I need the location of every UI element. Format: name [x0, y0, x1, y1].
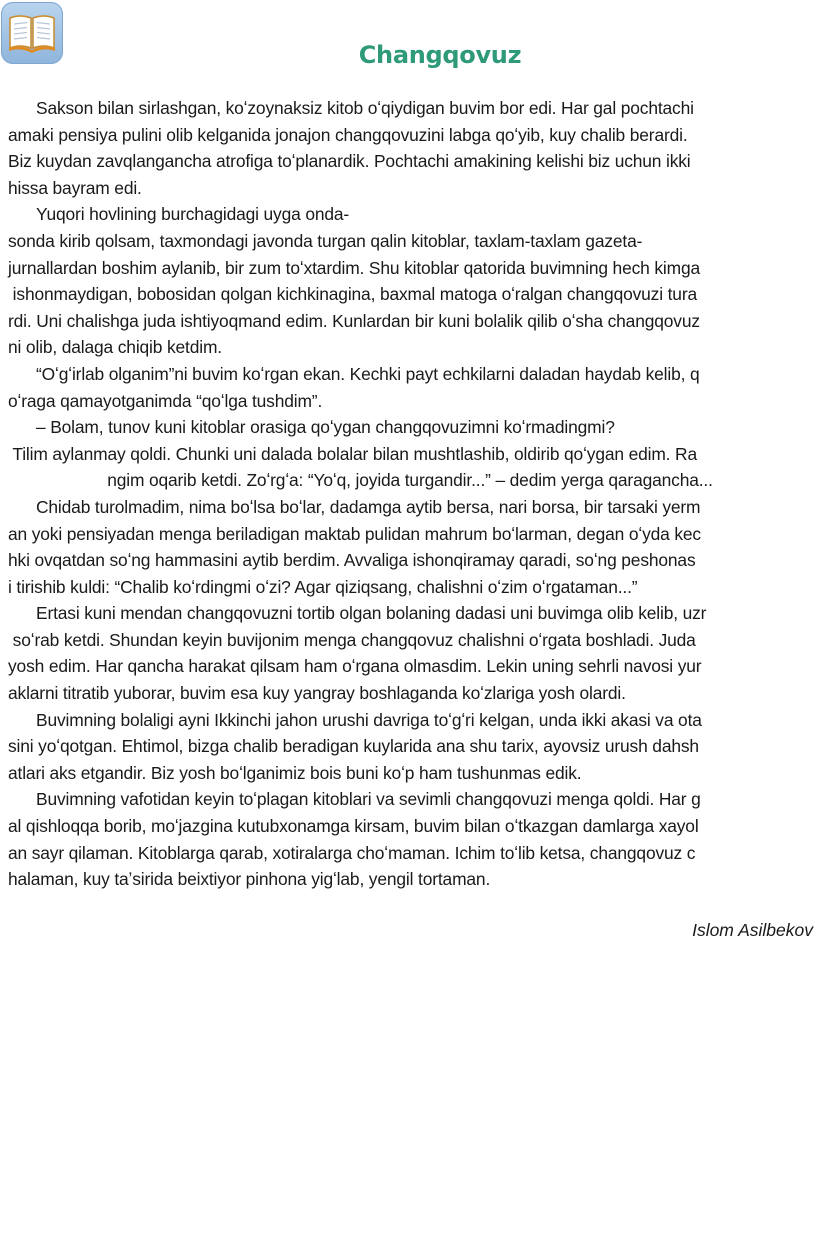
author-name: Islom Asilbekov: [692, 920, 813, 940]
paragraph-line: al qishloqqa borib, moʻjazgina kutubxonamga kirsam, buvim bilan oʻtkazgan damlarga xayol: [8, 816, 699, 837]
paragraph-line: Yuqori hovlining burchagidagi uyga onda-: [36, 204, 350, 225]
paragraph-line: Buvimning vafotidan keyin toʻplagan kitoblari va sevimli changqovuzi menga qoldi. Har g: [36, 789, 701, 810]
paragraph-line: yosh edim. Har qancha harakat qilsam ham oʻrgana olmasdim. Lekin uning sehrli navosi yur: [8, 656, 702, 677]
page-title: Changqovuz: [358, 41, 522, 69]
paragraph-line: “Oʻgʻirlab olganim”ni buvim koʻrgan ekan. Kechki payt echkilarni daladan haydab kelib, q: [36, 363, 700, 384]
paragraph-line: aklarni titratib yuborar, buvim esa kuy yangray boshlaganda koʻzlariga yosh olardi.: [8, 683, 626, 704]
paragraph-line: hissa bayram edi.: [8, 177, 142, 198]
paragraph-line: ni olib, dalaga chiqib ketdim.: [8, 337, 222, 358]
paragraph-line: amaki pensiya pulini olib kelganida jonajon changqovuzini labga qoʻyib, kuy chalib berardi.: [8, 124, 688, 145]
paragraph-line: Chidab turolmadim, nima boʻlsa boʻlar, dadamga aytib bersa, nari borsa, bir tarsaki yerm: [36, 496, 701, 517]
paragraph-line: rdi. Uni chalishga juda ishtiyoqmand edim. Kunlardan bir kuni bolalik qilib oʻsha changqovuz: [8, 310, 700, 331]
paragraph-line: jurnallardan boshim aylanib, bir zum toʻxtardim. Shu kitoblar qatorida buvimning hech kimga: [8, 257, 700, 278]
paragraph-line: an sayr qilaman. Kitoblarga qarab, xotiralarga choʻmaman. Ichim toʻlib ketsa, changqovuz c: [8, 842, 696, 863]
paragraph-line: Tilim aylanmay qoldi. Chunki uni dalada bolalar bilan mushtlashib, oldirib qoʻygan edim. Ra: [8, 443, 697, 464]
paragraph-line: sonda kirib qolsam, taxmondagi javonda turgan qalin kitoblar, taxlam-taxlam gazeta-: [8, 230, 643, 251]
paragraph-line: Biz kuydan zavqlangancha atrofiga toʻplanardik. Pochtachi amakining kelishi biz uchun ikki: [8, 151, 691, 172]
paragraph-line: atlari aks etgandir. Biz yosh boʻlganimiz bois buni koʻp ham tushunmas edik.: [8, 762, 582, 783]
paragraph-line: oʻraga qamayotganimda “qoʻlga tushdim”.: [8, 390, 323, 411]
paragraph-line: soʻrab ketdi. Shundan keyin buvijonim menga changqovuz chalishni oʻrgata boshladi. Juda: [8, 629, 696, 650]
paragraph-line: Sakson bilan sirlashgan, koʻzoynaksiz kitob oʻqiydigan buvim bor edi. Har gal pochtachi: [36, 98, 694, 118]
paragraph-line: halaman, kuy taʼsirida beixtiyor pinhona yigʻlab, yengil tortaman.: [8, 869, 491, 890]
story-text: [8, 95, 812, 893]
paragraph-line: ishonmaydigan, bobosidan qolgan kichkinagina, baxmal matoga oʻralgan changqovuzi tura: [8, 284, 697, 305]
paragraph-line: sini yoʻqotgan. Ehtimol, bizga chalib beradigan kuylarida ana shu tarix, ayovsiz urush dahsh: [8, 736, 699, 757]
paragraph-line: Buvimning bolaligi ayni Ikkinchi jahon urushi davriga toʻgʻri kelgan, unda ikki akasi va ota: [36, 709, 702, 730]
paragraph-line: an yoki pensiyadan menga beriladigan maktab pulidan mahrum boʻlarman, degan oʻyda kec: [8, 523, 701, 544]
paragraph-line: hki ovqatdan soʻng hammasini aytib berdim. Avvaliga ishonqiramay qaradi, soʻng peshonas: [8, 550, 696, 571]
paragraph-line: – Bolam, tunov kuni kitoblar orasiga qoʻygan changqovuzimni koʻrmadingmi?: [36, 417, 615, 438]
paragraph-line: ngim oqarib ketdi. Zoʻrgʻa: “Yoʻq, joyida turgandir...” – dedim yerga qaragancha...: [107, 470, 713, 491]
paragraph-line: Ertasi kuni mendan changqovuzni tortib olgan bolaning dadasi uni buvimga olib kelib, uzr: [36, 603, 707, 624]
paragraph-line: i tirishib kuldi: “Chalib koʻrdingmi oʻzi? Agar qiziqsang, chalishni oʻzim oʻrgataman...”: [8, 576, 638, 597]
